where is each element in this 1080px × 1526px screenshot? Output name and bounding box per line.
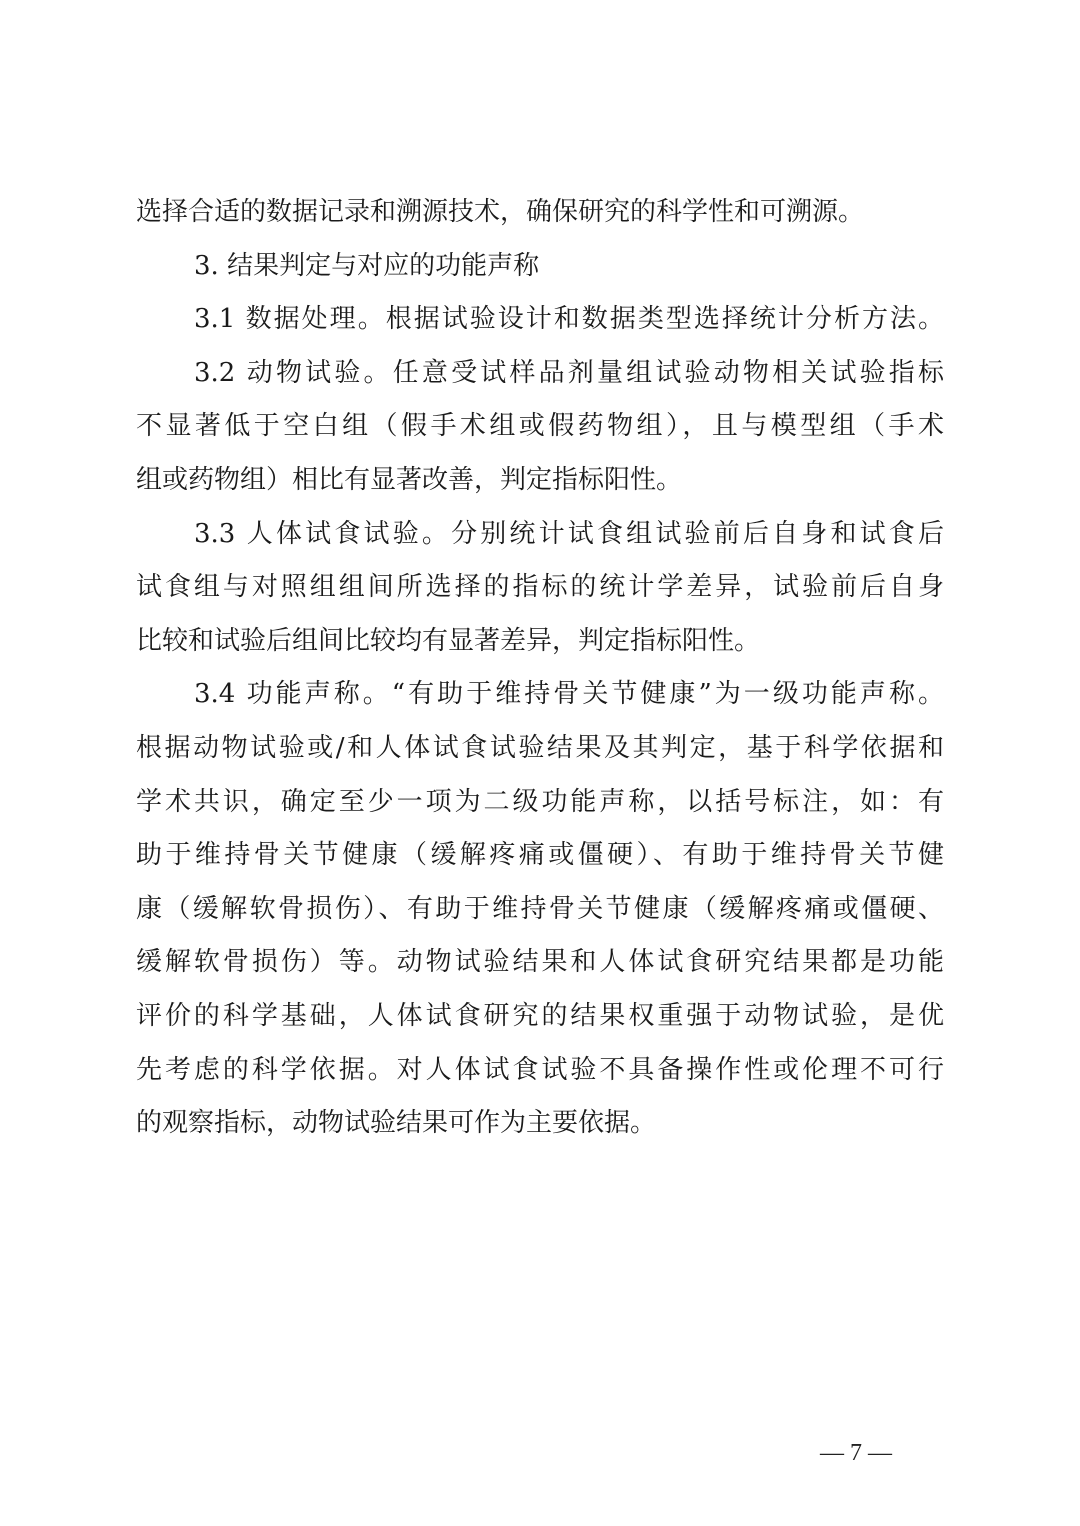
text-line: 的观察指标，动物试验结果可作为主要依据。	[136, 1108, 657, 1139]
section-heading: 3. 结果判定与对应的功能声称	[194, 250, 540, 281]
text-line: 康（缓解软骨损伤）、有助于维持骨关节健康（缓解疼痛或僵硬、	[136, 893, 944, 924]
text-line: 试食组与对照组组间所选择的指标的统计学差异，试验前后自身	[136, 572, 944, 603]
text-line: 缓解软骨损伤）等。动物试验结果和人体试食研究结果都是功能	[136, 947, 944, 978]
text-line: 评价的科学基础，人体试食研究的结果权重强于动物试验，是优	[136, 1000, 944, 1031]
text-line: 3.2 动物试验。任意受试样品剂量组试验动物相关试验指标	[194, 357, 944, 388]
text-line: 3.3 人体试食试验。分别统计试食组试验前后自身和试食后	[194, 518, 944, 549]
text-line: 3.1 数据处理。根据试验设计和数据类型选择统计分析方法。	[194, 304, 944, 335]
document-body	[136, 186, 944, 1151]
text-line: 比较和试验后组间比较均有显著差异，判定指标阳性。	[136, 625, 761, 656]
text-line: 先考虑的科学依据。对人体试食试验不具备操作性或伦理不可行	[136, 1054, 944, 1085]
text-line: 不显著低于空白组（假手术组或假药物组），且与模型组（手术	[136, 411, 944, 442]
text-line: 3.4 功能声称。“有助于维持骨关节健康”为一级功能声称。	[194, 679, 944, 710]
text-line: 助于维持骨关节健康（缓解疼痛或僵硬）、有助于维持骨关节健	[136, 840, 944, 871]
page-number: — 7 —	[820, 1440, 892, 1466]
text-line: 组或药物组）相比有显著改善，判定指标阳性。	[136, 464, 683, 495]
text-line: 选择合适的数据记录和溯源技术，确保研究的科学性和可溯源。	[136, 197, 865, 227]
text-line: 根据动物试验或/和人体试食试验结果及其判定，基于科学依据和	[136, 732, 944, 763]
text-line: 学术共识，确定至少一项为二级功能声称，以括号标注，如：有	[136, 786, 944, 817]
